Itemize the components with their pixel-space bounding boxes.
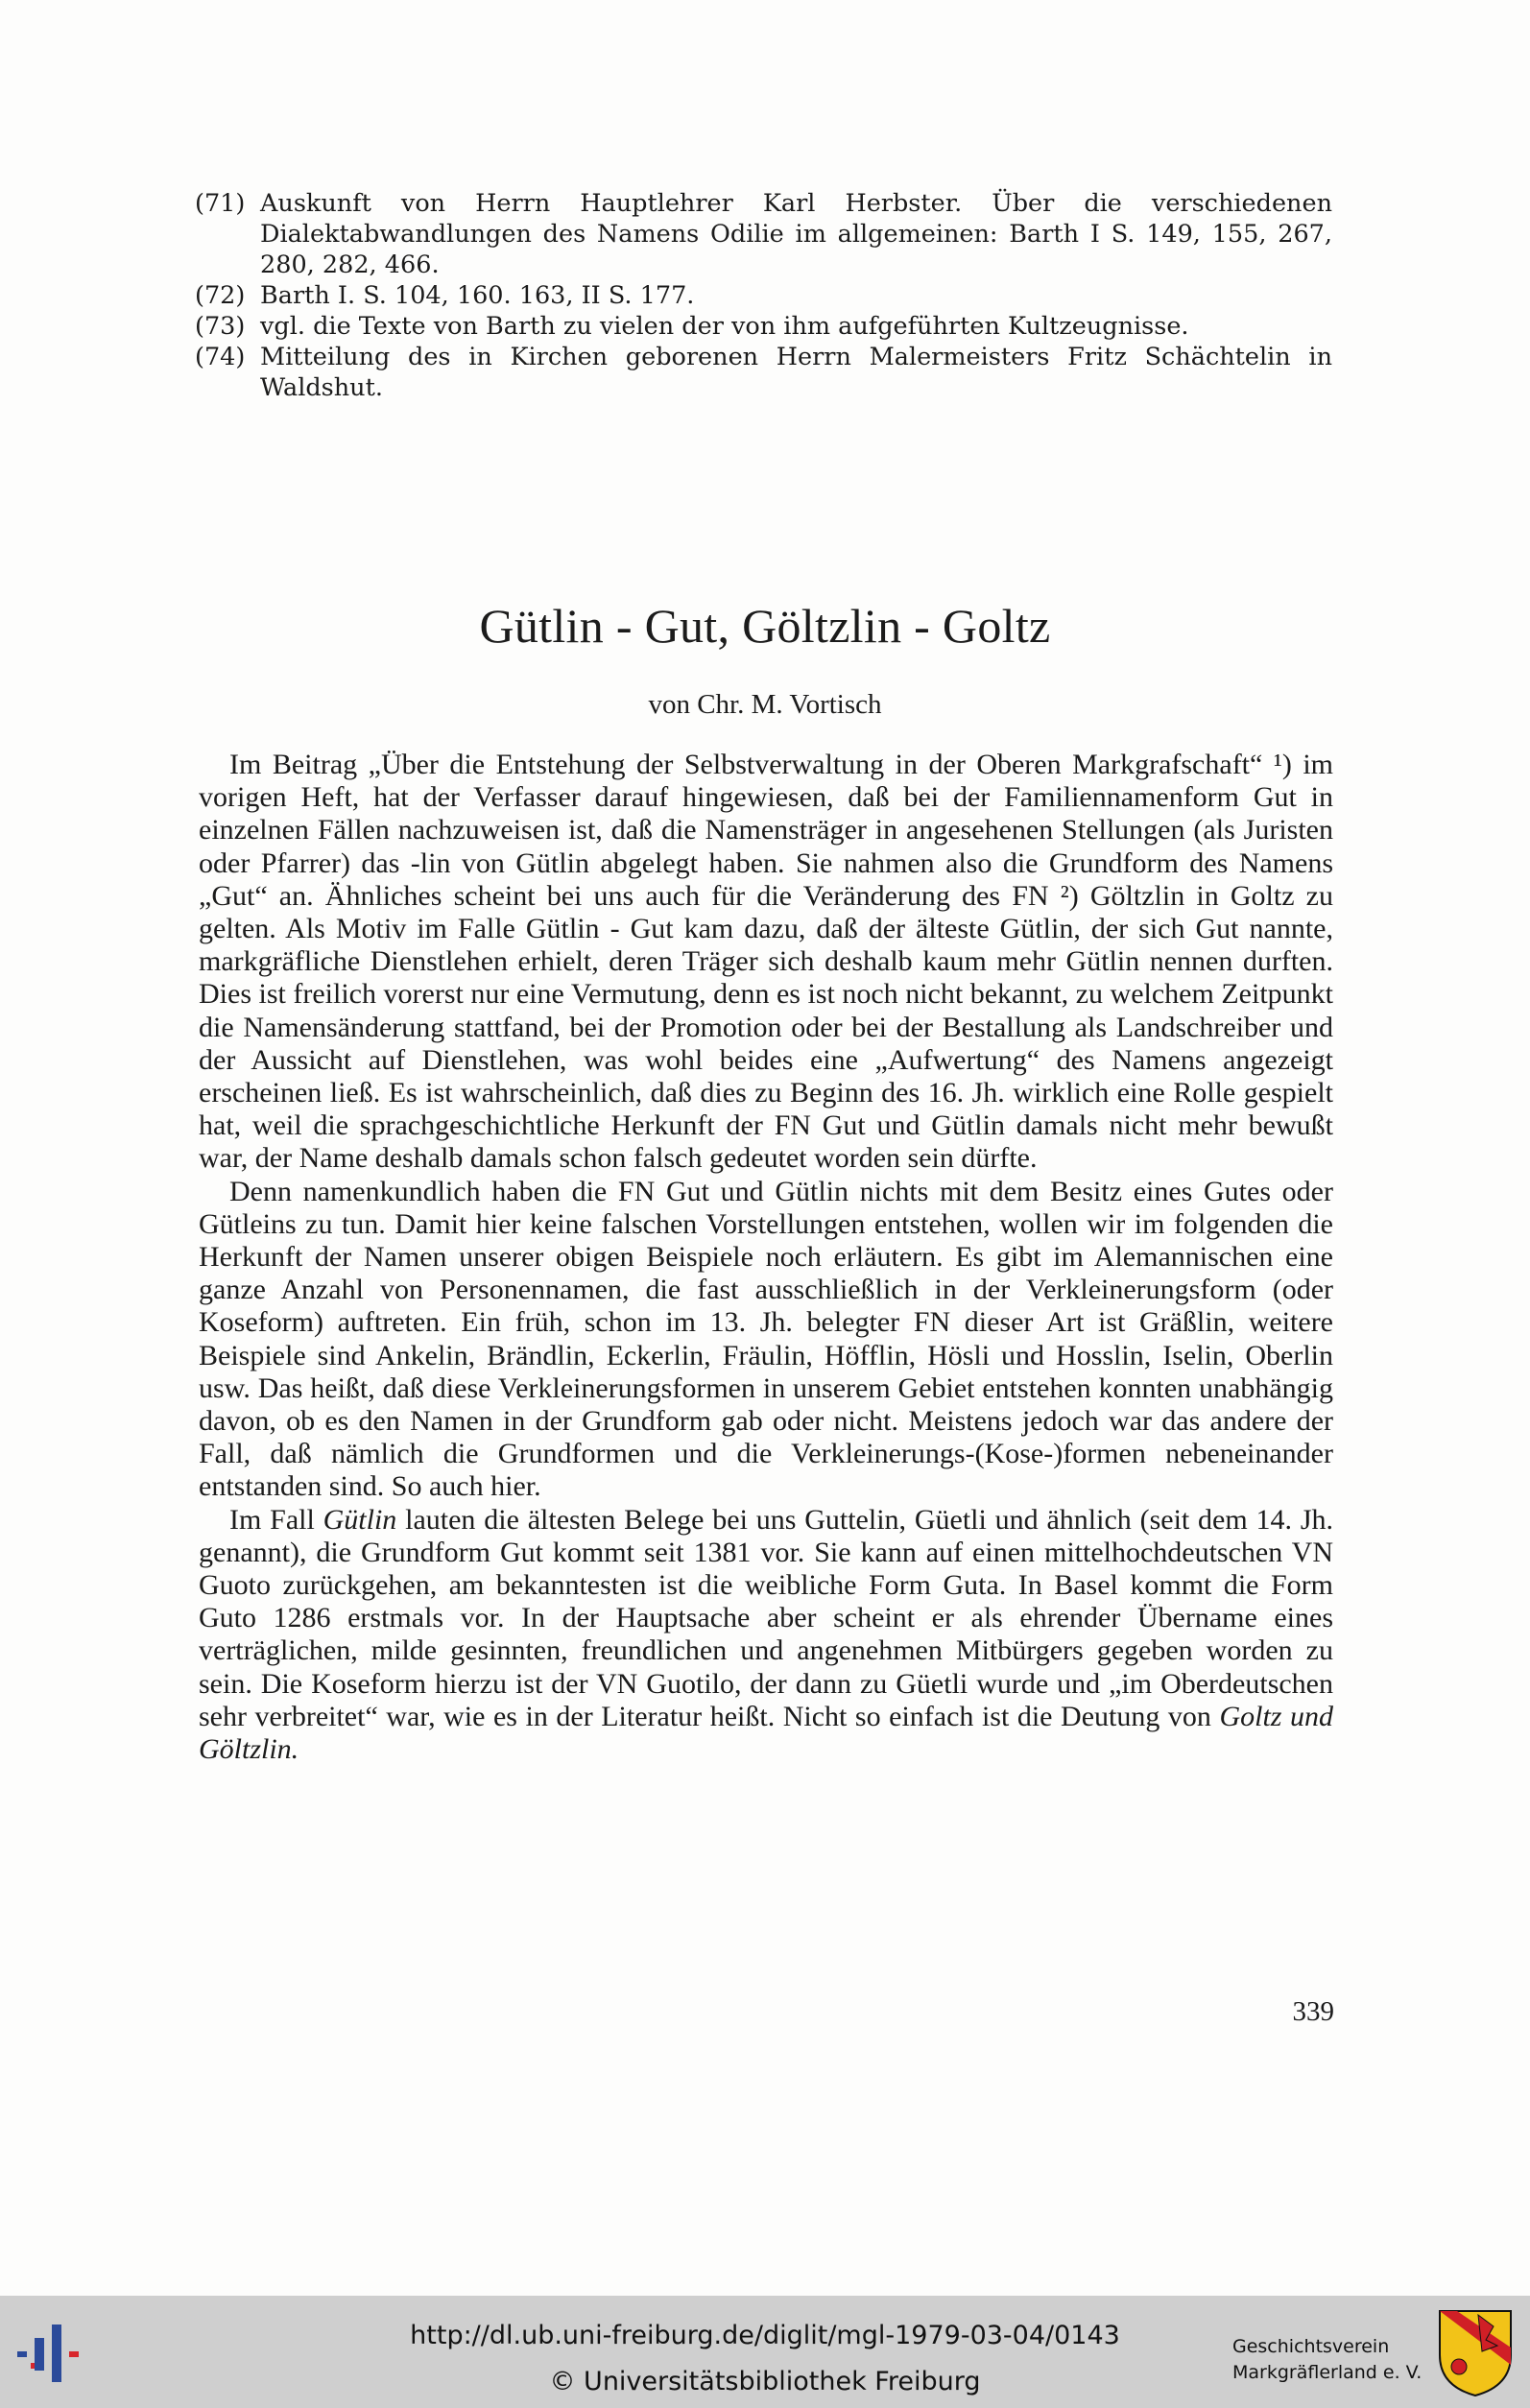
footnotes [195, 188, 1332, 403]
footnote-text: Barth I. S. 104, 160. 163, II S. 177. [260, 281, 695, 310]
footer-copyright: © Universitätsbibliothek Freiburg [549, 2367, 981, 2396]
footnote-text: vgl. die Texte von Barth zu vielen der von ihm aufgeführten Kultzeugnisse. [260, 312, 1189, 341]
society-line-2: Markgräflerland e. V. [1232, 2362, 1422, 2383]
footnote-number: (71) [195, 189, 246, 218]
page-number: 339 [1292, 1996, 1334, 2027]
footnote-text: Auskunft von Herrn Hauptlehrer Karl Herbster. Über die verschiedenen Dialektabwandlungen des Namens Odilie im allgemeinen: Barth I S. 149, 155, 267, 280, 282, 466. [260, 189, 1332, 279]
footnote-73 [195, 311, 1332, 342]
footnote-number: (73) [195, 312, 246, 341]
society-name [1232, 2334, 1434, 2386]
paragraph-2: Denn namenkundlich haben die FN Gut und Gütlin nichts mit dem Besitz eines Gutes oder Gütleins zu tun. Damit hier keine falschen Vorstellungen entstehen, wollen wir im folgenden die Herkunft der Namen unserer obigen Beispiele noch erläutern. Es gibt im Alemannischen eine ganze Anzahl von Personennamen, die fast ausschließlich in der Verkleinerungsform (oder Koseform) auftreten. Ein früh, schon im 13. Jh. belegter FN dieser Art ist Gräßlin, weitere Beispiele sind Ankelin, Brändlin, Eckerlin, Fräulin, Höfflin, Hösli und Hosslin, Iselin, Oberlin usw. Das heißt, daß diese Verkleinerungsformen in unserem Gebiet entstehen konnten unabhängig davon, ob es den Namen in der Grundform gab oder nicht. Meistens jedoch war das andere der Fall, daß nämlich die Grundformen und die Verkleinerungs-(Kose-)formen nebeneinander entstanden sind. So auch hier. [199, 1175, 1333, 1503]
paragraph-3-emphasis: Gütlin [323, 1503, 397, 1536]
article-byline: von Chr. M. Vortisch [648, 689, 882, 720]
footnote-text: Mitteilung des in Kirchen geborenen Herrn Malermeisters Fritz Schächtelin in Waldshut. [260, 343, 1332, 402]
footnote-number: (72) [195, 281, 246, 310]
paragraph-3-emphasis: Goltz und Göltzlin. [199, 1700, 1334, 1766]
paragraph-3 [199, 1504, 1333, 1767]
footnote-72 [195, 280, 1332, 311]
society-line-1: Geschichtsverein [1232, 2336, 1390, 2357]
paragraph-3-text: Im Fall [229, 1503, 323, 1536]
footnote-71 [195, 188, 1332, 280]
article-title: Gütlin - Gut, Göltzlin - Goltz [479, 599, 1051, 653]
footer-url-link[interactable]: http://dl.ub.uni-freiburg.de/diglit/mgl-1979-03-04/0143 [410, 2321, 1120, 2350]
article-body [199, 749, 1333, 1766]
footnote-number: (74) [195, 343, 246, 371]
footnote-74 [195, 342, 1332, 403]
paragraph-3-text: lauten die ältesten Belege bei uns Guttelin, Güetli und ähnlich (seit dem 14. Jh. genannt), die Grundform Gut kommt seit 1381 vor. Sie kann auf einen mittelhochdeutschen VN Guoto zurückgehen, am bekanntesten ist die weibliche Form Guta. In Basel kommt die Form Guto 1286 erstmals vor. In der Hauptsache aber scheint er als ehrender Übername eines verträglichen, milde gesinnten, freundlichen und angenehmen Mitbürgers gegeben worden zu sein. Die Koseform hierzu ist der VN Guotilo, der dann zu Güetli wurde und „im Oberdeutschen sehr verbreitet“ war, wie es in der Literatur heißt. Nicht so einfach ist die Deutung von [199, 1503, 1334, 1732]
paragraph-1: Im Beitrag „Über die Entstehung der Selbstverwaltung in der Oberen Markgrafschaft“ ¹) im vorigen Heft, hat der Verfasser darauf hingewiesen, daß bei der Familiennamenform Gut in einzelnen Fällen nachzuweisen ist, daß die Namensträger in angesehenen Stellungen (als Juristen oder Pfarrer) das -lin von Gütlin abgelegt haben. Sie nahmen also die Grundform des Namens „Gut“ an. Ähnliches scheint bei uns auch für die Veränderung des FN ²) Göltzlin in Goltz zu gelten. Als Motiv im Falle Gütlin - Gut kam dazu, daß der älteste Gütlin, der sich Gut nannte, markgräfliche Dienstlehen erhielt, deren Träger sich deshalb kaum mehr Gütlin nennen durften. Dies ist freilich vorerst nur eine Vermutung, denn es ist noch nicht bekannt, zu welchem Zeitpunkt die Namensänderung stattfand, bei der Promotion oder bei der Bestallung als Landschreiber und der Aussicht auf Dienstlehen, was wohl beides eine „Aufwertung“ des Namens angezeigt erscheinen ließ. Es ist wahrscheinlich, daß dies zu Beginn des 16. Jh. wirklich eine Rolle gespielt hat, weil die sprachgeschichtliche Herkunft der FN Gut und Gütlin damals nicht mehr bewußt war, der Name deshalb damals schon falsch gedeutet worden sein dürfte. [199, 749, 1333, 1175]
